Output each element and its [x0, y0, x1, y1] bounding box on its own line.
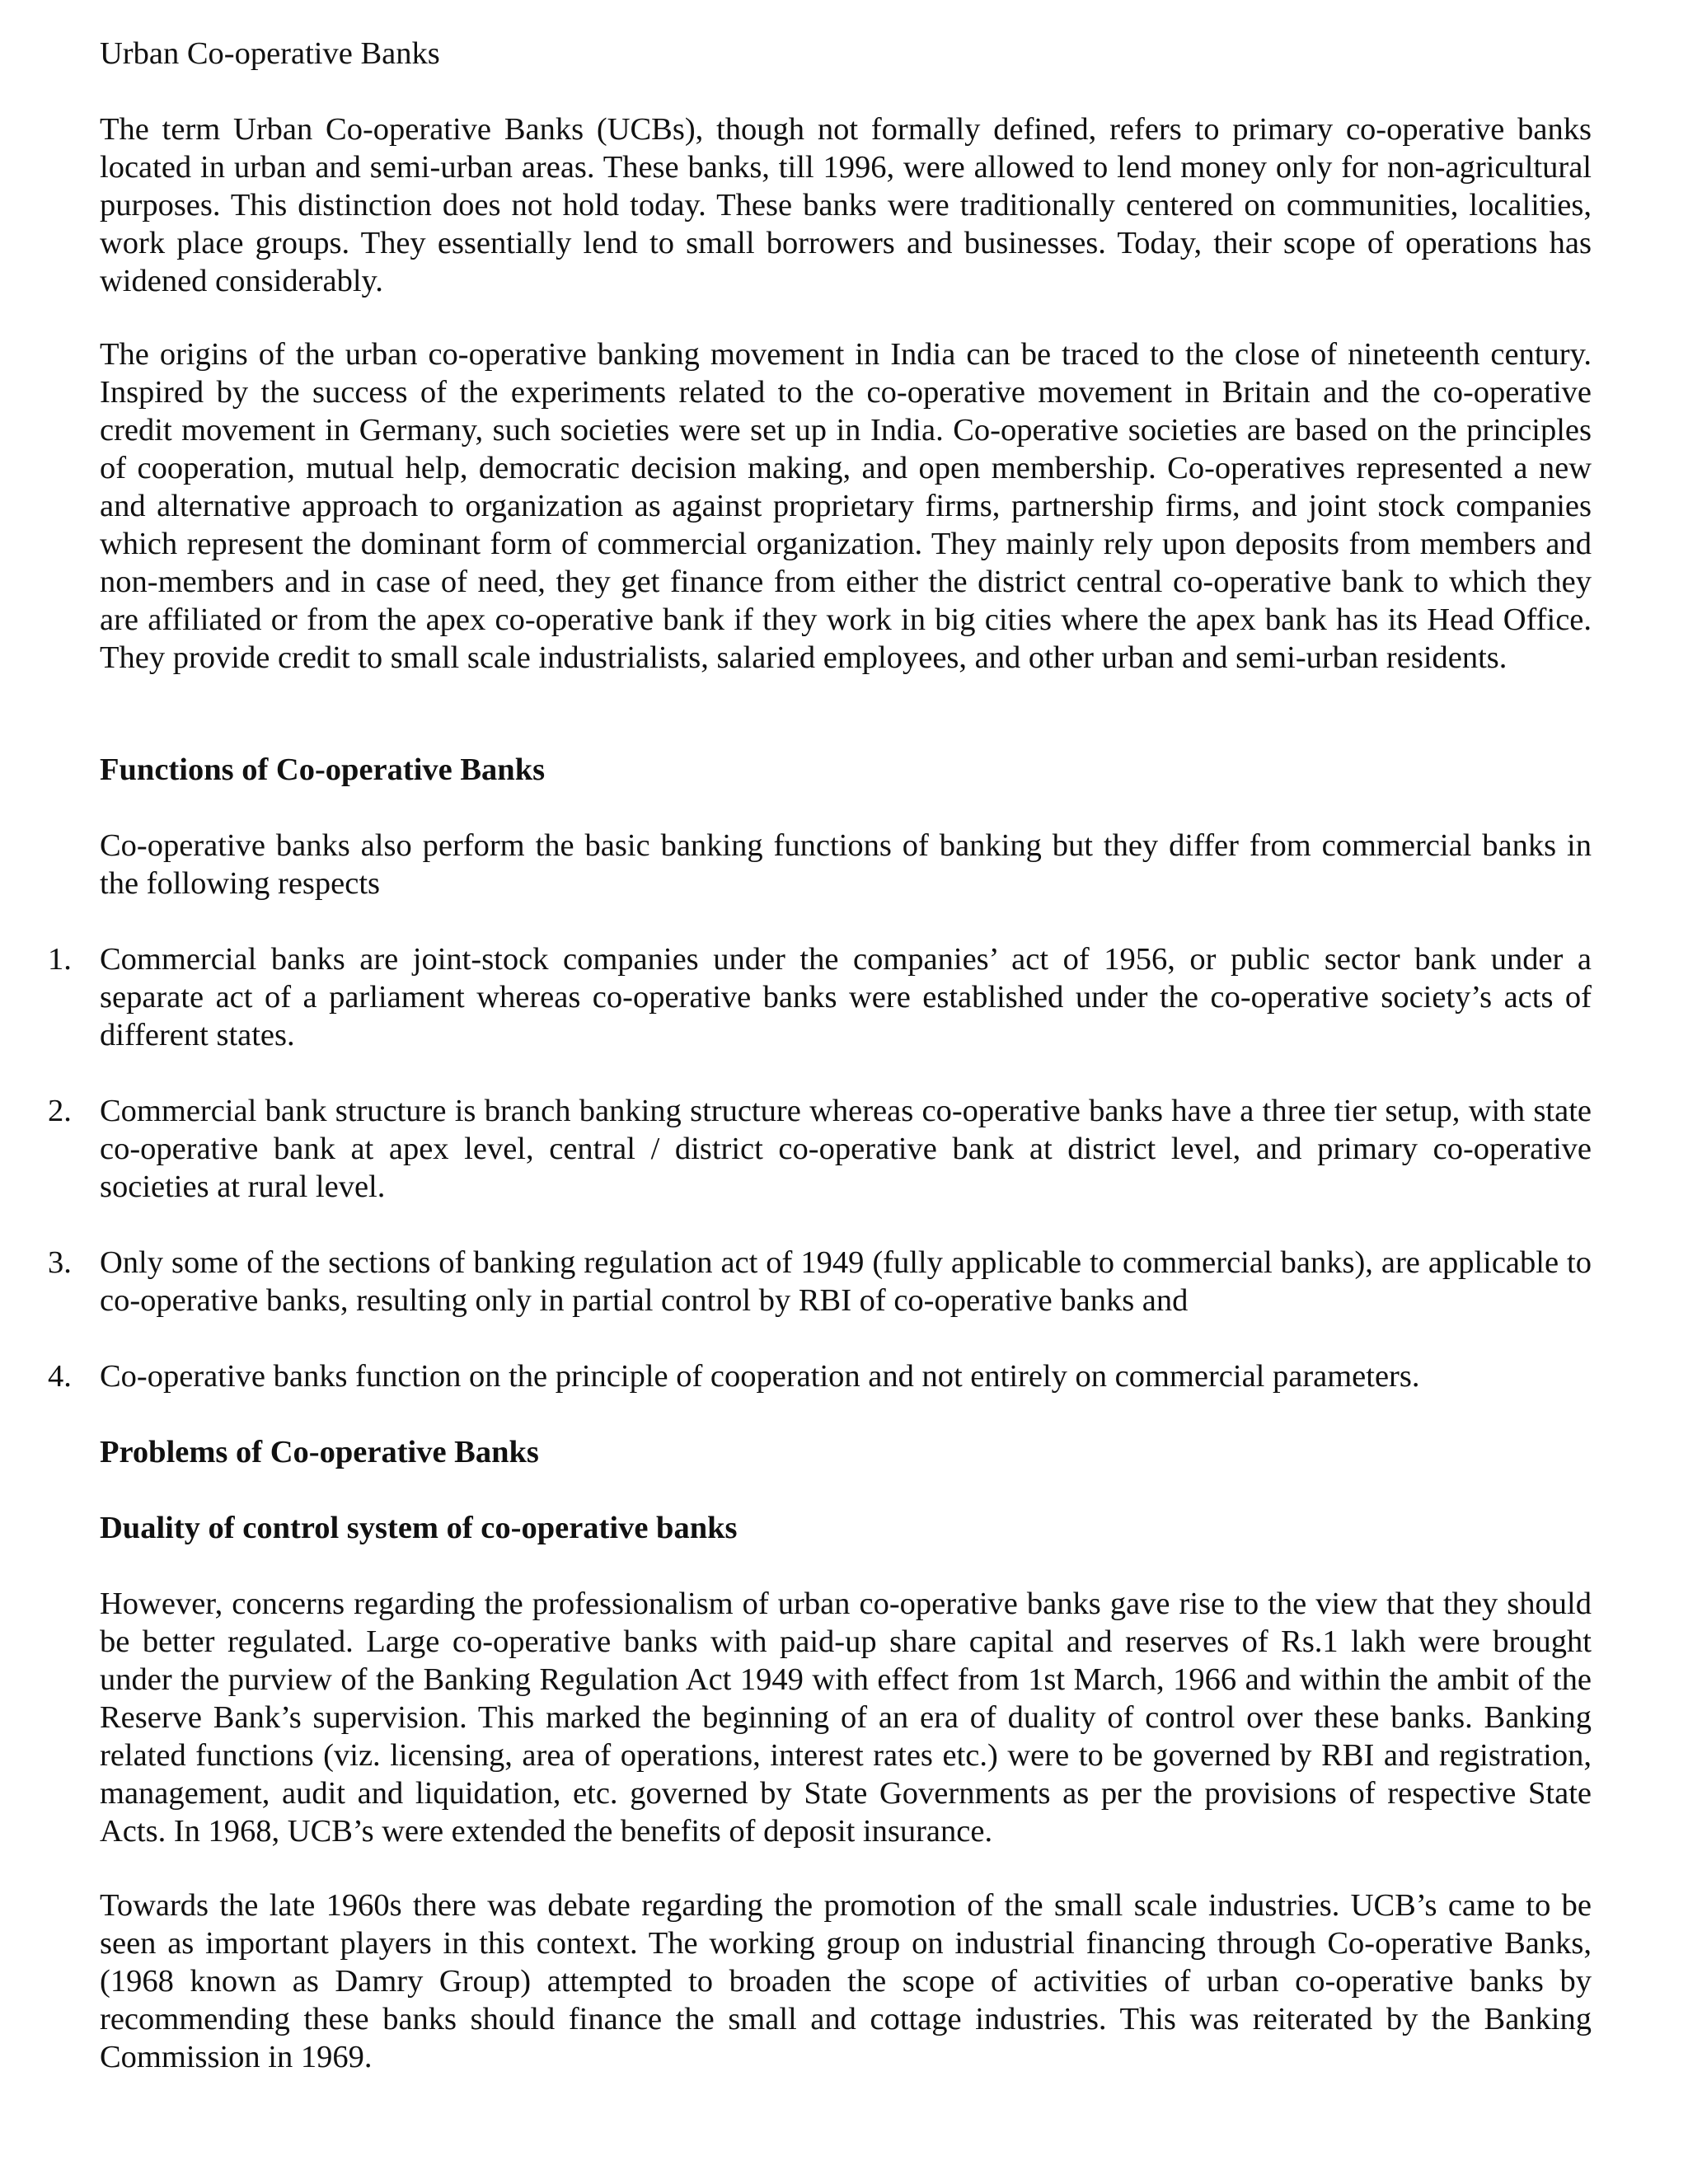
problems-heading: Problems of Co-operative Banks	[100, 1435, 539, 1469]
list-item-number: 2.	[48, 1094, 72, 1128]
list-item-text: Co-operative banks function on the principle of cooperation and not entirely on commercial parameters.	[100, 1359, 1420, 1394]
document-title: Urban Co-operative Banks	[100, 36, 440, 71]
duality-subheading: Duality of control system of co-operative banks	[100, 1511, 738, 1545]
functions-intro: Co-operative banks also perform the basic banking functions of banking but they differ from commercial banks in the following respects	[100, 828, 1592, 901]
list-item-text: Commercial banks are joint-stock companies under the companies’ act of 1956, or public sector bank under a separate act of a parliament whereas co-operative banks were established under the co-operative society’s acts of different states.	[100, 942, 1592, 1052]
list-item-number: 4.	[48, 1359, 72, 1394]
problems-paragraph-2: Towards the late 1960s there was debate regarding the promotion of the small scale industries. UCB’s came to be seen as important players in this context. The working group on industrial financing through Co-operative Banks, (1968 known as Damry Group) attempted to broaden the scope of activities of urban co-operative banks by recommending these banks should finance the small and cottage industries. This was reiterated by the Banking Commission in 1969.	[100, 1888, 1592, 2074]
list-item	[48, 1357, 1592, 1395]
list-item-number: 3.	[48, 1245, 72, 1280]
problems-paragraph-1: However, concerns regarding the professionalism of urban co-operative banks gave rise to the view that they should be better regulated. Large co-operative banks with paid-up share capital and reserves of Rs.1 lakh were brought under the purview of the Banking Regulation Act 1949 with effect from 1st March, 1966 and within the ambit of the Reserve Bank’s supervision. This marked the beginning of an era of duality of control over these banks. Banking related functions (viz. licensing, area of operations, interest rates etc.) were to be governed by RBI and registration, management, audit and liquidation, etc. governed by State Governments as per the provisions of respective State Acts. In 1968, UCB’s were extended the benefits of deposit insurance.	[100, 1586, 1592, 1849]
list-item	[48, 940, 1592, 1054]
functions-heading: Functions of Co-operative Banks	[100, 752, 546, 787]
list-item-number: 1.	[48, 942, 72, 977]
list-item	[48, 1092, 1592, 1206]
list-item	[48, 1244, 1592, 1319]
intro-paragraph-1: The term Urban Co-operative Banks (UCBs), though not formally defined, refers to primary co-operative banks located in urban and semi-urban areas. These banks, till 1996, were allowed to lend money only for non-agricultural purposes. This distinction does not hold today. These banks were traditionally centered on communities, localities, work place groups. They essentially lend to small borrowers and businesses. Today, their scope of operations has widened considerably.	[100, 112, 1592, 298]
list-item-text: Only some of the sections of banking regulation act of 1949 (fully applicable to commercial banks), are applicable to co-operative banks, resulting only in partial control by RBI of co-operative banks and	[100, 1245, 1592, 1318]
list-item-text: Commercial bank structure is branch banking structure whereas co-operative banks have a three tier setup, with state co-operative bank at apex level, central / district co-operative bank at district level, and primary co-operative societies at rural level.	[100, 1094, 1592, 1204]
intro-paragraph-2: The origins of the urban co-operative banking movement in India can be traced to the close of nineteenth century. Inspired by the success of the experiments related to the co-operative movement in Britain and the co-operative credit movement in Germany, such societies were set up in India. Co-operative societies are based on the principles of cooperation, mutual help, democratic decision making, and open membership. Co-operatives represented a new and alternative approach to organization as against proprietary firms, partnership firms, and joint stock companies which represent the dominant form of commercial organization. They mainly rely upon deposits from members and non-members and in case of need, they get finance from either the district central co-operative bank to which they are affiliated or from the apex co-operative bank if they work in big cities where the apex bank has its Head Office. They provide credit to small scale industrialists, salaried employees, and other urban and semi-urban residents.	[100, 337, 1592, 675]
